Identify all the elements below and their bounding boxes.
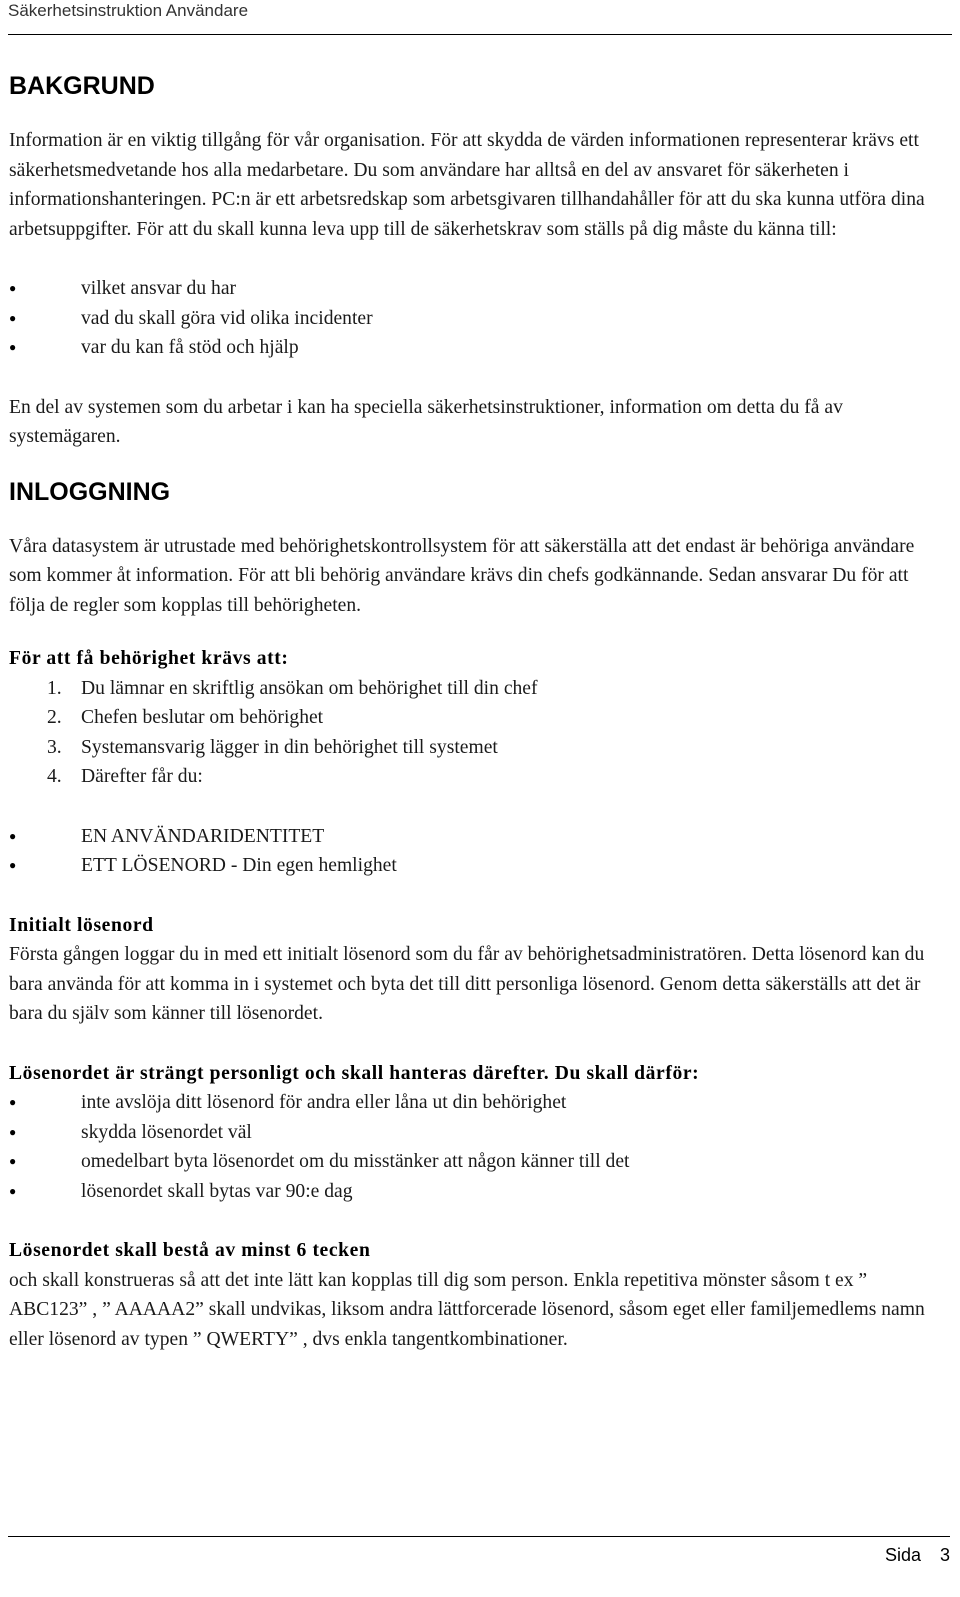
- heading-bakgrund: BAKGRUND: [9, 72, 155, 100]
- list-item: 3. Systemansvarig lägger in din behörighet till systemet: [47, 736, 498, 758]
- list-item: 1. Du lämnar en skriftlig ansökan om behörighet till din chef: [47, 677, 538, 699]
- list-item: ● lösenordet skall bytas var 90:e dag: [9, 1177, 949, 1207]
- receive-list: [9, 822, 949, 881]
- list-item: ● vad du skall göra vid olika incidenter: [9, 304, 949, 334]
- list-item: ● skydda lösenordet väl: [9, 1118, 949, 1148]
- requirements-heading: För att få behörighet krävs att:: [9, 648, 289, 669]
- list-item: ● vilket ansvar du har: [9, 274, 949, 304]
- bakgrund-intro: Information är en viktig tillgång för vår organisation. För att skydda de värden informationen representerar krävs ett säkerhetsmedvetande hos alla medarbetare. Du som användare har alltså en del av ansvaret för säkerheten i informationshanteringen. PC:n är ett arbetsredskap som arbetsgivaren tillhandahåller för att du ska kunna utföra dina arbetsuppgifter. För att du skall kunna leva upp till de säkerhetskrav som ställs på dig måste du känna till:: [9, 130, 925, 240]
- list-item: 4. Därefter får du:: [47, 766, 203, 787]
- password-length-text: och skall konstrueras så att det inte lätt kan kopplas till dig som person. Enkla repetitiva mönster såsom t ex ” ABC123” , ” AAAAA2” skall undvikas, liksom andra lättforcerade lösenord, såsom eget eller familjemedlems namn eller lösenord av typen ” QWERTY” , dvs enkla tangentkombinationer.: [9, 1269, 925, 1350]
- running-header: [8, 0, 952, 35]
- page-content: [9, 66, 949, 1354]
- bakgrund-bullet-list: [9, 274, 949, 363]
- heading-inloggning: INLOGGNING: [9, 477, 171, 506]
- page-footer: [8, 1536, 950, 1597]
- list-item: ● var du kan få stöd och hjälp: [9, 333, 949, 363]
- personal-password-list: [9, 1088, 949, 1206]
- requirements-list: [9, 674, 949, 792]
- list-item: ● inte avslöja ditt lösenord för andra eller låna ut din behörighet: [9, 1088, 949, 1118]
- personal-password-heading: Lösenordet är strängt personligt och skall hanteras därefter. Du skall därför:: [9, 1062, 700, 1084]
- initial-password-heading: Initialt lösenord: [9, 914, 154, 936]
- list-item: ● ETT LÖSENORD - Din egen hemlighet: [9, 851, 949, 881]
- bakgrund-outro: En del av systemen som du arbetar i kan ha speciella säkerhetsinstruktioner, information om detta du få av systemägaren.: [9, 396, 843, 447]
- document-title: Säkerhetsinstruktion Användare: [8, 1, 249, 20]
- password-length-heading: Lösenordet skall bestå av minst 6 tecken: [9, 1240, 371, 1261]
- initial-password-text: Första gången loggar du in med ett initialt lösenord som du får av behörighetsadministratören. Detta lösenord kan du bara använda för att komma in i systemet och byta det till ditt personliga lösenord. Genom detta säkerställs att det är bara du själv som känner till lösenordet.: [9, 944, 925, 1024]
- list-item: ● omedelbart byta lösenordet om du misstänker att någon känner till det: [9, 1147, 949, 1177]
- list-item: ● EN ANVÄNDARIDENTITET: [9, 822, 949, 852]
- page-number: Sida 3: [884, 1545, 950, 1565]
- inloggning-intro: Våra datasystem är utrustade med behörighetskontrollsystem för att säkerställa att det endast är behöriga användare som kommer åt information. För att bli behörig användare krävs din chefs godkännande. Sedan ansvarar Du för att följa de regler som kopplas till behörigheten.: [9, 535, 915, 616]
- list-item: 2. Chefen beslutar om behörighet: [47, 707, 324, 728]
